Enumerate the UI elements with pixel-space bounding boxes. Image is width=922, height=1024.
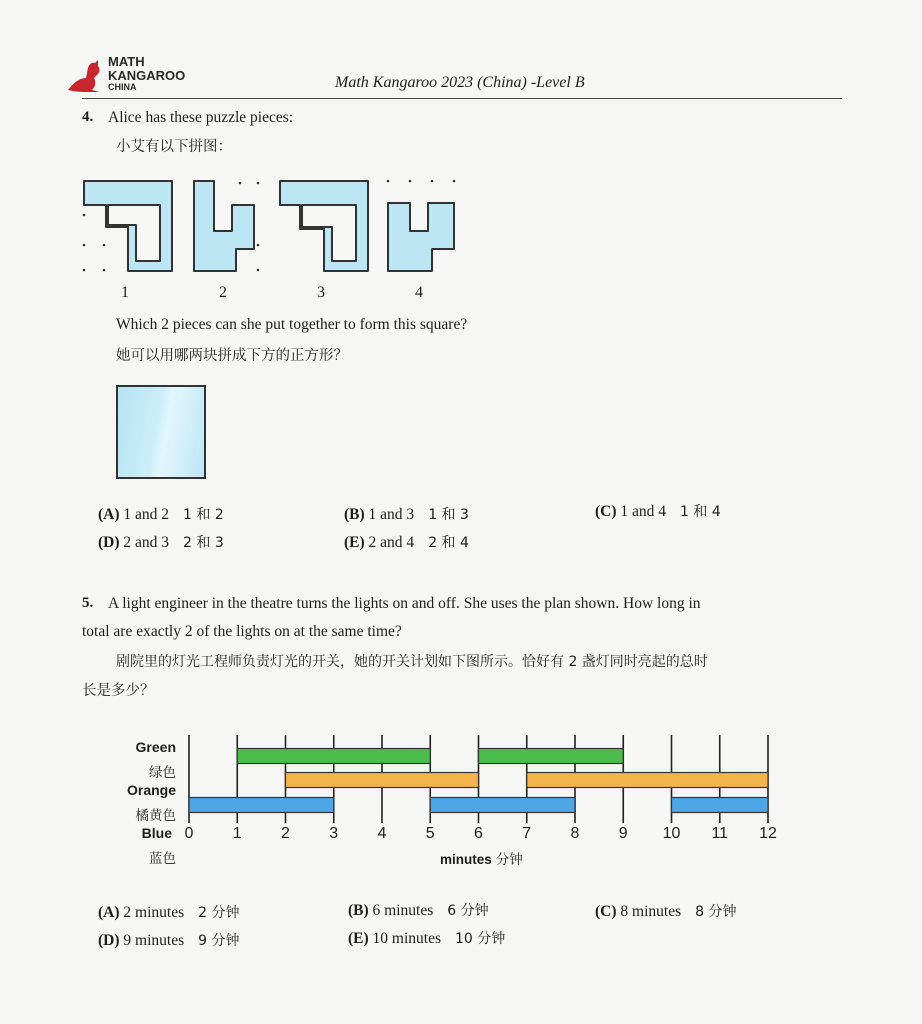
tick-label-3: 3 — [329, 825, 339, 842]
puzzle-piece-3 — [276, 175, 372, 275]
tick-label-5: 5 — [425, 825, 435, 842]
question-5-text-en-line1: A light engineer in the theatre turns the lights on and off. She uses the plan shown. How long in — [108, 595, 701, 612]
series-label-blue: Blue — [141, 825, 172, 841]
question-5-text-en-line2: total are exactly 2 of the lights on at the same time? — [82, 623, 402, 640]
tick-label-2: 2 — [281, 825, 290, 842]
series-label-orange: Orange — [126, 782, 176, 798]
tick-label-10: 10 — [662, 825, 681, 842]
bar-green-2 — [479, 749, 624, 764]
logo-text-math: MATH — [108, 54, 145, 69]
tick-label-1: 1 — [232, 825, 242, 842]
q5-option-a[interactable]: (A) 2 minutes 2 分钟 — [98, 904, 240, 921]
puzzle-piece-4 — [382, 175, 464, 275]
tick-label-12: 12 — [759, 825, 777, 842]
tick-label-7: 7 — [522, 825, 532, 842]
q4-option-e[interactable]: (E) 2 and 4 2 和 4 — [344, 534, 469, 551]
kangaroo-icon — [62, 56, 108, 96]
tick-label-4: 4 — [377, 825, 387, 842]
series-label-green-zh: 绿色 — [149, 765, 176, 781]
logo-text-kangaroo: KANGAROO — [108, 68, 186, 83]
piece-label-3: 3 — [317, 284, 325, 301]
target-square — [116, 385, 206, 479]
q5-option-c[interactable]: (C) 8 minutes 8 分钟 — [595, 903, 737, 920]
tick-label-8: 8 — [570, 825, 580, 842]
q4-option-d[interactable]: (D) 2 and 3 2 和 3 — [98, 534, 224, 551]
x-axis-title: minutes 分钟 — [440, 852, 523, 868]
tick-label-6: 6 — [474, 825, 483, 842]
question-4-prompt-zh: 她可以用哪两块拼成下方的正方形？ — [116, 348, 348, 364]
bar-blue-3 — [672, 798, 769, 813]
page-header-title: Math Kangaroo 2023 (China) -Level B — [335, 74, 585, 91]
logo-text-china: CHINA — [108, 82, 137, 92]
puzzle-piece-1 — [80, 175, 180, 275]
q5-option-d[interactable]: (D) 9 minutes 9 分钟 — [98, 932, 240, 949]
series-label-blue-zh: 蓝色 — [149, 851, 176, 867]
piece-label-4: 4 — [415, 284, 423, 301]
question-4-text-zh: 小艾有以下拼图： — [116, 139, 232, 155]
series-label-green: Green — [135, 739, 176, 755]
bar-orange-1 — [286, 773, 479, 788]
question-5-number: 5. — [82, 595, 94, 611]
question-5-text-zh-line2: 长是多少？ — [82, 683, 155, 699]
piece-label-2: 2 — [219, 284, 227, 301]
bar-blue-1 — [189, 798, 334, 813]
question-5-text-zh-line1: 剧院里的灯光工程师负责灯光的开关，她的开关计划如下图所示。恰好有 2 盏灯同时亮起的总时 — [116, 654, 708, 670]
header-divider — [82, 98, 842, 99]
q5-option-b[interactable]: (B) 6 minutes 6 分钟 — [348, 902, 489, 919]
q5-option-e[interactable]: (E) 10 minutes 10 分钟 — [348, 930, 506, 947]
bar-green-1 — [237, 749, 430, 764]
q4-option-a[interactable]: (A) 1 and 2 1 和 2 — [98, 506, 224, 523]
question-4-number: 4. — [82, 109, 94, 125]
piece-label-1: 1 — [121, 284, 129, 301]
question-4-text-en: Alice has these puzzle pieces: — [108, 109, 294, 126]
tick-label-11: 11 — [711, 825, 729, 842]
series-label-orange-zh: 橘黄色 — [135, 808, 176, 824]
tick-label-9: 9 — [618, 825, 628, 842]
bar-orange-2 — [527, 773, 768, 788]
q4-option-c[interactable]: (C) 1 and 4 1 和 4 — [595, 503, 721, 520]
question-4-prompt-en: Which 2 pieces can she put together to form this square? — [116, 316, 468, 333]
bar-blue-2 — [430, 798, 575, 813]
puzzle-piece-2 — [188, 175, 268, 275]
tick-label-0: 0 — [184, 825, 194, 842]
math-kangaroo-logo — [62, 54, 212, 96]
q4-option-b[interactable]: (B) 1 and 3 1 和 3 — [344, 506, 469, 523]
